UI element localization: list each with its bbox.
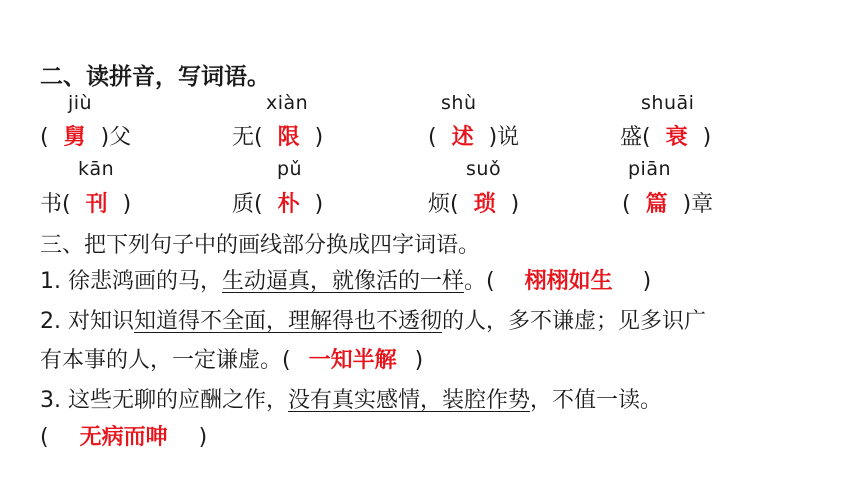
- answer-pian: 篇: [645, 192, 668, 217]
- pinyin-pian: piān: [628, 158, 672, 180]
- pinyin-suo: suǒ: [466, 158, 502, 180]
- word-prefix: 书(: [40, 192, 71, 217]
- word-item-shukan: [40, 187, 131, 218]
- word-prefix: (: [622, 192, 631, 217]
- answer-xuxuerusheng: 栩栩如生: [524, 269, 613, 294]
- question-text: 。(: [464, 269, 495, 294]
- pinyin-shu: shù: [441, 92, 477, 114]
- word-item-jiufu: [40, 120, 131, 151]
- question-text: 徐悲鸿画的马，: [68, 269, 223, 294]
- word-item-shengshuai: [620, 120, 711, 151]
- answer-shu: 述: [451, 125, 474, 150]
- answer-wubingershen: 无病而呻: [79, 425, 168, 450]
- word-prefix: (: [428, 125, 437, 150]
- word-item-shushuo: [428, 120, 519, 151]
- question-text: 对知识: [68, 309, 135, 334]
- pinyin-xian: xiàn: [266, 92, 309, 114]
- word-suffix: )章: [682, 192, 714, 217]
- answer-kan: 刊: [85, 192, 108, 217]
- answer-yizhibanjie: 一知半解: [308, 348, 397, 373]
- question-3-answer-line: [40, 420, 207, 451]
- word-prefix: 烦(: [428, 192, 459, 217]
- question-1: [40, 264, 651, 295]
- close-paren: ): [198, 425, 208, 450]
- word-item-wuxian: [232, 120, 323, 151]
- close-paren: ): [414, 348, 424, 373]
- word-suffix: ): [510, 192, 520, 217]
- word-suffix: )父: [100, 125, 132, 150]
- question-number: 2.: [40, 309, 61, 334]
- answer-xian: 限: [277, 125, 300, 150]
- question-text: ，不值一读。: [530, 388, 663, 413]
- word-prefix: 质(: [232, 192, 263, 217]
- question-2-line-2: [40, 343, 423, 374]
- pinyin-jiu: jiù: [68, 92, 93, 114]
- answer-shuai: 衰: [665, 125, 688, 150]
- answer-pu: 朴: [277, 192, 300, 217]
- section-2-title: 二、读拼音，写词语。: [40, 64, 270, 90]
- pinyin-kan: kān: [78, 158, 115, 180]
- word-item-zhipu: [232, 187, 323, 218]
- open-paren: (: [40, 425, 49, 450]
- pinyin-pu: pǔ: [277, 158, 303, 180]
- word-suffix: ): [314, 192, 324, 217]
- word-prefix: (: [40, 125, 49, 150]
- question-text: 这些无聊的应酬之作，: [68, 388, 289, 413]
- question-number: 3.: [40, 388, 61, 413]
- word-prefix: 盛(: [620, 125, 651, 150]
- word-item-fansuo: [428, 187, 519, 218]
- question-2: [40, 304, 706, 335]
- underlined-phrase: 知道得不全面，理解得也不透彻: [134, 309, 443, 334]
- section-3-title: 三、把下列句子中的画线部分换成四字词语。: [40, 233, 481, 258]
- word-suffix: )说: [488, 125, 520, 150]
- close-paren: ): [642, 269, 652, 294]
- answer-jiu: 舅: [63, 125, 86, 150]
- pinyin-shuai: shuāi: [641, 92, 695, 114]
- word-prefix: 无(: [232, 125, 263, 150]
- question-text: 有本事的人，一定谦虚。(: [40, 348, 291, 373]
- underlined-phrase: 没有真实感情，装腔作势: [288, 388, 531, 413]
- word-suffix: ): [122, 192, 132, 217]
- underlined-phrase: 生动逼真，就像活的一样: [222, 269, 465, 294]
- question-number: 1.: [40, 269, 61, 294]
- question-text: 的人，多不谦虚；见多识广: [442, 309, 707, 334]
- word-item-pianzhang: [622, 187, 713, 218]
- answer-suo: 琐: [473, 192, 496, 217]
- word-suffix: ): [314, 125, 324, 150]
- word-suffix: ): [702, 125, 712, 150]
- question-3: [40, 383, 662, 414]
